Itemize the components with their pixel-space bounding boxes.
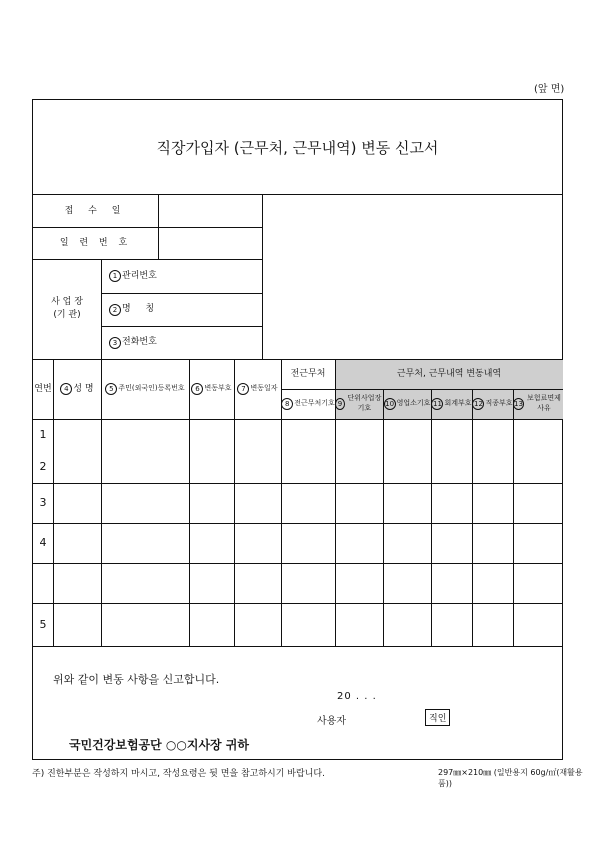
divider [33, 646, 563, 647]
divider [33, 603, 563, 604]
unit-workplace-code-text: 단위사업장기호 [347, 394, 382, 412]
unit-workplace-code-header [335, 389, 383, 419]
paper-spec: 297㎜×210㎜ (일반용지 60g/㎡(재활용품)) [438, 768, 583, 788]
divider [33, 483, 563, 484]
circled-number: 10 [385, 400, 395, 408]
management-number-text: 관리번호 [122, 270, 157, 281]
divider [513, 389, 514, 646]
page-side-label: (앞 면) [534, 84, 565, 95]
form-title: 직장가입자 (근무처, 근무내역) 변동 신고서 [33, 100, 562, 195]
circled-number: 13 [514, 400, 523, 408]
workplace-label-line1: 사 업 장 [51, 297, 83, 308]
sales-office-code-text: 영업소기호 [396, 399, 431, 408]
workplace-label [33, 259, 101, 359]
change-code-header-text: 변동부호 [204, 384, 232, 393]
circled-number: 7 [237, 383, 249, 395]
change-code-header [189, 359, 234, 419]
date-line[interactable]: 20 . . . [337, 691, 377, 702]
table-row-number: 4 [39, 536, 47, 550]
circled-number: 2 [109, 304, 121, 316]
divider [33, 563, 563, 564]
workplace-details-header: 근무처, 근무내역 변동내역 [396, 368, 502, 379]
job-code-header [472, 389, 513, 419]
accounting-code-header [431, 389, 472, 419]
circled-number: 6 [191, 383, 203, 395]
row-number-header: 연번 [34, 383, 52, 394]
phone-number-label [101, 326, 262, 359]
table-row-number: 3 [39, 496, 47, 510]
circled-number: 12 [474, 400, 483, 408]
name-header-text: 성 명 [73, 383, 94, 394]
addressee-text: 국민건강보험공단 ○○지사장 귀하 [69, 738, 249, 752]
change-date-header-text: 변동일자 [250, 384, 278, 393]
applicant-label: 사용자 [317, 716, 346, 727]
premium-exemption-text: 보험료면제사유 [527, 394, 561, 412]
previous-workplace-code-header [281, 389, 335, 419]
circled-number: 5 [105, 383, 117, 395]
phone-number-text: 전화번호 [122, 337, 157, 348]
divider [33, 523, 563, 524]
divider [262, 195, 263, 359]
accounting-code-text: 회계부호 [444, 399, 472, 408]
previous-workplace-header: 전근무처 [290, 368, 326, 379]
resident-number-header [101, 359, 189, 419]
form-frame [32, 99, 563, 760]
circled-number: 8 [281, 398, 293, 410]
sales-office-code-header [383, 389, 431, 419]
divider [472, 389, 473, 646]
divider [431, 389, 432, 646]
table-row-number: 2 [39, 460, 47, 474]
management-number-label [101, 259, 262, 293]
workplace-name-text: 명 칭 [122, 304, 161, 315]
workplace-name-label [101, 293, 262, 326]
received-date-field[interactable] [159, 196, 261, 226]
circled-number: 11 [433, 400, 442, 408]
job-code-text: 직종부호 [485, 399, 513, 408]
circled-number: 1 [109, 270, 121, 282]
circled-number: 9 [335, 398, 345, 410]
previous-workplace-code-text: 전근무처기호 [294, 399, 335, 408]
divider [33, 419, 563, 420]
divider [383, 389, 384, 646]
change-date-header [234, 359, 281, 419]
serial-number-field[interactable] [159, 228, 261, 258]
serial-number-label: 일 련 번 호 [59, 237, 132, 248]
table-row-number: 1 [39, 428, 47, 442]
premium-exemption-header [513, 389, 563, 419]
declaration-text: 위와 같이 변동 사항을 신고합니다. [53, 673, 220, 686]
seal-label: 직인 [425, 709, 450, 726]
circled-number: 3 [109, 337, 121, 349]
workplace-label-line2: (기 관) [53, 310, 81, 320]
name-header [53, 359, 101, 419]
received-date-label: 접 수 일 [64, 205, 127, 216]
footnote: 주) 진한부분은 작성하지 마시고, 작성요령은 뒷 면을 참고하시기 바랍니다. [32, 769, 325, 779]
circled-number: 4 [60, 383, 72, 395]
resident-number-header-text: 주민(외국인)등록번호 [118, 384, 185, 393]
table-row-number: 5 [39, 617, 47, 631]
